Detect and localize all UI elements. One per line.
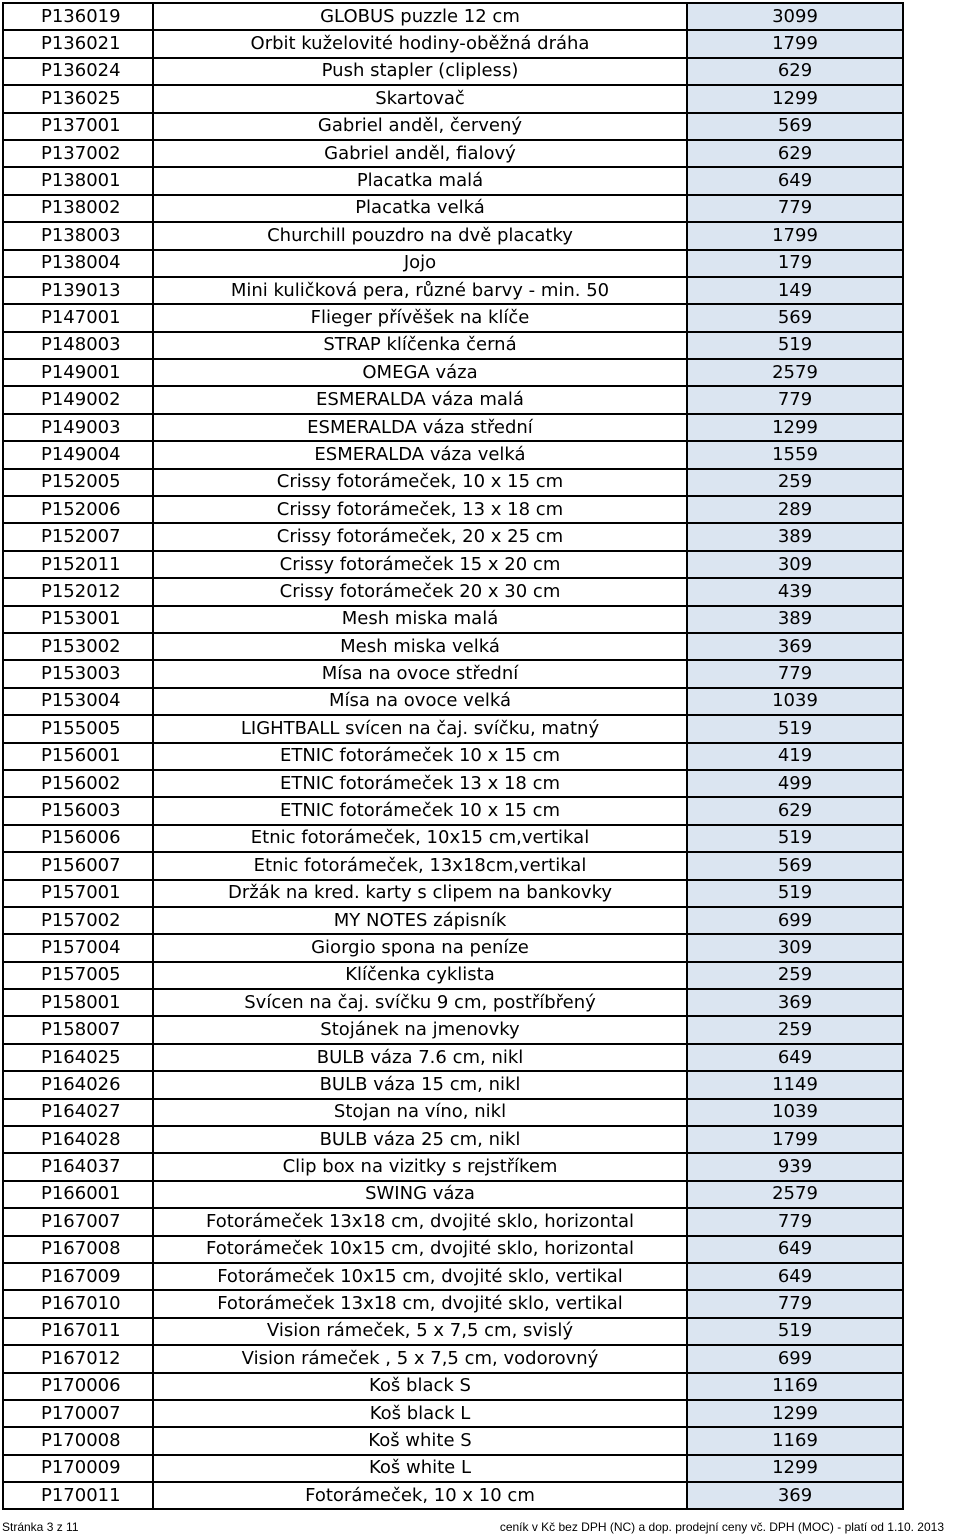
product-name: Placatka velká: [153, 195, 687, 222]
product-name: Gabriel anděl, fialový: [153, 140, 687, 167]
product-name: ESMERALDA váza velká: [153, 441, 687, 468]
product-name: Jojo: [153, 250, 687, 277]
product-code: P153002: [3, 633, 153, 660]
product-name: Crissy fotorámeček, 13 x 18 cm: [153, 496, 687, 523]
product-name: BULB váza 25 cm, nikl: [153, 1126, 687, 1153]
product-price: 1149: [687, 1071, 903, 1098]
table-row: [3, 167, 903, 194]
product-price: 2579: [687, 359, 903, 386]
product-name: SWING váza: [153, 1181, 687, 1208]
product-price: 779: [687, 1208, 903, 1235]
table-row: [3, 3, 903, 30]
product-code: P167011: [3, 1318, 153, 1345]
product-name: Stojánek na jmenovky: [153, 1016, 687, 1043]
table-row: [3, 1071, 903, 1098]
table-row: [3, 414, 903, 441]
table-row: [3, 1208, 903, 1235]
table-row: [3, 606, 903, 633]
table-row: [3, 989, 903, 1016]
product-name: Koš white L: [153, 1455, 687, 1482]
product-name: Mesh miska malá: [153, 606, 687, 633]
table-row: [3, 743, 903, 770]
table-row: [3, 304, 903, 331]
product-price: 519: [687, 332, 903, 359]
product-code: P149001: [3, 359, 153, 386]
table-row: [3, 1263, 903, 1290]
product-name: Fotorámeček 13x18 cm, dvojité sklo, vertikal: [153, 1290, 687, 1317]
product-name: Flieger přívěšek na klíče: [153, 304, 687, 331]
product-price: 439: [687, 578, 903, 605]
product-name: Crissy fotorámeček 20 x 30 cm: [153, 578, 687, 605]
product-code: P157001: [3, 880, 153, 907]
product-name: Placatka malá: [153, 167, 687, 194]
product-name: Mísa na ovoce velká: [153, 688, 687, 715]
product-code: P167009: [3, 1263, 153, 1290]
product-price: 309: [687, 934, 903, 961]
product-name: Fotorámeček 10x15 cm, dvojité sklo, vertikal: [153, 1263, 687, 1290]
product-code: P155005: [3, 715, 153, 742]
product-price: 519: [687, 825, 903, 852]
table-row: [3, 30, 903, 57]
product-price: 259: [687, 962, 903, 989]
table-row: [3, 660, 903, 687]
product-code: P136021: [3, 30, 153, 57]
product-price: 649: [687, 1263, 903, 1290]
table-row: [3, 688, 903, 715]
product-price: 779: [687, 386, 903, 413]
product-name: ETNIC fotorámeček 10 x 15 cm: [153, 743, 687, 770]
product-price: 389: [687, 606, 903, 633]
product-name: Crissy fotorámeček 15 x 20 cm: [153, 551, 687, 578]
product-name: Fotorámeček 10x15 cm, dvojité sklo, horizontal: [153, 1236, 687, 1263]
product-name: Fotorámeček, 10 x 10 cm: [153, 1482, 687, 1509]
product-price: 1799: [687, 1126, 903, 1153]
product-price: 419: [687, 743, 903, 770]
price-note: ceník v Kč bez DPH (NC) a dop. prodejní ceny vč. DPH (MOC) - platí od 1.10. 2013: [499, 1520, 944, 1534]
product-code: P149004: [3, 441, 153, 468]
product-code: P156002: [3, 770, 153, 797]
table-row: [3, 1455, 903, 1482]
product-name: Koš black S: [153, 1373, 687, 1400]
product-code: P137002: [3, 140, 153, 167]
price-list-table: [2, 2, 904, 1510]
product-price: 259: [687, 469, 903, 496]
product-code: P137001: [3, 113, 153, 140]
table-row: [3, 934, 903, 961]
product-price: 389: [687, 523, 903, 550]
table-row: [3, 1016, 903, 1043]
product-price: 369: [687, 989, 903, 1016]
product-code: P156007: [3, 852, 153, 879]
product-code: P158001: [3, 989, 153, 1016]
product-code: P164027: [3, 1099, 153, 1126]
product-code: P153003: [3, 660, 153, 687]
product-code: P156003: [3, 797, 153, 824]
product-price: 569: [687, 304, 903, 331]
product-code: P136025: [3, 85, 153, 112]
table-row: [3, 332, 903, 359]
table-row: [3, 1153, 903, 1180]
product-price: 519: [687, 715, 903, 742]
table-row: [3, 715, 903, 742]
table-row: [3, 1400, 903, 1427]
product-name: Svícen na čaj. svíčku 9 cm, postříbřený: [153, 989, 687, 1016]
table-row: [3, 1236, 903, 1263]
product-code: P153004: [3, 688, 153, 715]
product-price: 1039: [687, 1099, 903, 1126]
table-row: [3, 1290, 903, 1317]
price-list-body: [3, 3, 903, 1509]
product-price: 1799: [687, 30, 903, 57]
product-code: P170008: [3, 1427, 153, 1454]
product-price: 519: [687, 880, 903, 907]
page-number: Stránka 3 z 11: [2, 1520, 79, 1534]
product-name: GLOBUS puzzle 12 cm: [153, 3, 687, 30]
product-name: Etnic fotorámeček, 10x15 cm,vertikal: [153, 825, 687, 852]
product-price: 649: [687, 1044, 903, 1071]
table-row: [3, 277, 903, 304]
product-name: Etnic fotorámeček, 13x18cm,vertikal: [153, 852, 687, 879]
table-row: [3, 551, 903, 578]
table-row: [3, 523, 903, 550]
product-code: P139013: [3, 277, 153, 304]
product-name: Koš white S: [153, 1427, 687, 1454]
product-price: 1299: [687, 1400, 903, 1427]
product-code: P170011: [3, 1482, 153, 1509]
product-code: P164037: [3, 1153, 153, 1180]
product-code: P152006: [3, 496, 153, 523]
table-row: [3, 907, 903, 934]
product-price: 649: [687, 167, 903, 194]
product-price: 569: [687, 113, 903, 140]
product-name: Držák na kred. karty s clipem na bankovky: [153, 880, 687, 907]
product-code: P136024: [3, 58, 153, 85]
product-name: ETNIC fotorámeček 10 x 15 cm: [153, 797, 687, 824]
product-price: 3099: [687, 3, 903, 30]
product-price: 289: [687, 496, 903, 523]
table-row: [3, 359, 903, 386]
product-name: LIGHTBALL svícen na čaj. svíčku, matný: [153, 715, 687, 742]
product-name: Churchill pouzdro na dvě placatky: [153, 222, 687, 249]
table-row: [3, 1427, 903, 1454]
product-name: Vision rámeček , 5 x 7,5 cm, vodorovný: [153, 1345, 687, 1372]
product-price: 649: [687, 1236, 903, 1263]
product-price: 519: [687, 1318, 903, 1345]
product-name: MY NOTES zápisník: [153, 907, 687, 934]
product-price: 1039: [687, 688, 903, 715]
product-name: Stojan na víno, nikl: [153, 1099, 687, 1126]
table-row: [3, 1345, 903, 1372]
product-price: 1299: [687, 1455, 903, 1482]
product-name: Mísa na ovoce střední: [153, 660, 687, 687]
product-code: P170009: [3, 1455, 153, 1482]
product-name: Koš black L: [153, 1400, 687, 1427]
table-row: [3, 441, 903, 468]
product-code: P136019: [3, 3, 153, 30]
product-price: 1799: [687, 222, 903, 249]
table-row: [3, 962, 903, 989]
product-code: P152011: [3, 551, 153, 578]
table-row: [3, 852, 903, 879]
product-code: P138004: [3, 250, 153, 277]
product-code: P166001: [3, 1181, 153, 1208]
product-price: 499: [687, 770, 903, 797]
product-name: Skartovač: [153, 85, 687, 112]
product-name: OMEGA váza: [153, 359, 687, 386]
product-code: P167007: [3, 1208, 153, 1235]
table-row: [3, 469, 903, 496]
product-price: 1559: [687, 441, 903, 468]
table-row: [3, 1318, 903, 1345]
product-price: 699: [687, 1345, 903, 1372]
product-name: Klíčenka cyklista: [153, 962, 687, 989]
product-price: 259: [687, 1016, 903, 1043]
product-code: P148003: [3, 332, 153, 359]
product-code: P157002: [3, 907, 153, 934]
product-name: Mini kuličková pera, různé barvy - min. 50: [153, 277, 687, 304]
product-price: 779: [687, 1290, 903, 1317]
product-name: Clip box na vizitky s rejstříkem: [153, 1153, 687, 1180]
product-code: P149003: [3, 414, 153, 441]
product-price: 779: [687, 660, 903, 687]
table-row: [3, 250, 903, 277]
product-code: P138002: [3, 195, 153, 222]
product-price: 2579: [687, 1181, 903, 1208]
product-code: P170007: [3, 1400, 153, 1427]
product-price: 569: [687, 852, 903, 879]
product-code: P138001: [3, 167, 153, 194]
table-row: [3, 797, 903, 824]
product-code: P157005: [3, 962, 153, 989]
product-price: 1169: [687, 1373, 903, 1400]
product-price: 629: [687, 58, 903, 85]
product-name: Giorgio spona na peníze: [153, 934, 687, 961]
product-price: 1299: [687, 85, 903, 112]
product-code: P167010: [3, 1290, 153, 1317]
product-code: P167012: [3, 1345, 153, 1372]
table-row: [3, 1126, 903, 1153]
table-row: [3, 222, 903, 249]
product-price: 369: [687, 633, 903, 660]
table-row: [3, 825, 903, 852]
table-row: [3, 1099, 903, 1126]
product-name: Push stapler (clipless): [153, 58, 687, 85]
product-name: Crissy fotorámeček, 20 x 25 cm: [153, 523, 687, 550]
product-name: Mesh miska velká: [153, 633, 687, 660]
product-code: P152005: [3, 469, 153, 496]
product-code: P164028: [3, 1126, 153, 1153]
table-row: [3, 1044, 903, 1071]
product-code: P164025: [3, 1044, 153, 1071]
product-price: 1169: [687, 1427, 903, 1454]
product-price: 1299: [687, 414, 903, 441]
product-name: BULB váza 15 cm, nikl: [153, 1071, 687, 1098]
product-code: P156006: [3, 825, 153, 852]
product-price: 179: [687, 250, 903, 277]
table-row: [3, 496, 903, 523]
product-name: Crissy fotorámeček, 10 x 15 cm: [153, 469, 687, 496]
product-name: Vision rámeček, 5 x 7,5 cm, svislý: [153, 1318, 687, 1345]
table-row: [3, 770, 903, 797]
product-code: P157004: [3, 934, 153, 961]
product-price: 629: [687, 140, 903, 167]
table-row: [3, 195, 903, 222]
product-name: ESMERALDA váza střední: [153, 414, 687, 441]
product-code: P156001: [3, 743, 153, 770]
product-code: P153001: [3, 606, 153, 633]
product-code: P170006: [3, 1373, 153, 1400]
table-row: [3, 1482, 903, 1509]
product-price: 149: [687, 277, 903, 304]
product-code: P164026: [3, 1071, 153, 1098]
product-code: P158007: [3, 1016, 153, 1043]
product-price: 309: [687, 551, 903, 578]
table-row: [3, 1373, 903, 1400]
product-code: P152012: [3, 578, 153, 605]
product-name: Fotorámeček 13x18 cm, dvojité sklo, horizontal: [153, 1208, 687, 1235]
table-row: [3, 633, 903, 660]
product-price: 699: [687, 907, 903, 934]
table-row: [3, 113, 903, 140]
product-price: 369: [687, 1482, 903, 1509]
table-row: [3, 140, 903, 167]
product-code: P147001: [3, 304, 153, 331]
product-code: P138003: [3, 222, 153, 249]
product-name: BULB váza 7.6 cm, nikl: [153, 1044, 687, 1071]
product-code: P152007: [3, 523, 153, 550]
table-row: [3, 880, 903, 907]
product-name: ETNIC fotorámeček 13 x 18 cm: [153, 770, 687, 797]
product-name: STRAP klíčenka černá: [153, 332, 687, 359]
product-price: 629: [687, 797, 903, 824]
table-row: [3, 85, 903, 112]
product-name: Orbit kuželovité hodiny-oběžná dráha: [153, 30, 687, 57]
product-name: ESMERALDA váza malá: [153, 386, 687, 413]
table-row: [3, 386, 903, 413]
page-footer: [2, 1519, 958, 1535]
product-name: Gabriel anděl, červený: [153, 113, 687, 140]
table-row: [3, 578, 903, 605]
table-row: [3, 1181, 903, 1208]
product-code: P149002: [3, 386, 153, 413]
product-price: 939: [687, 1153, 903, 1180]
product-price: 779: [687, 195, 903, 222]
product-code: P167008: [3, 1236, 153, 1263]
table-row: [3, 58, 903, 85]
